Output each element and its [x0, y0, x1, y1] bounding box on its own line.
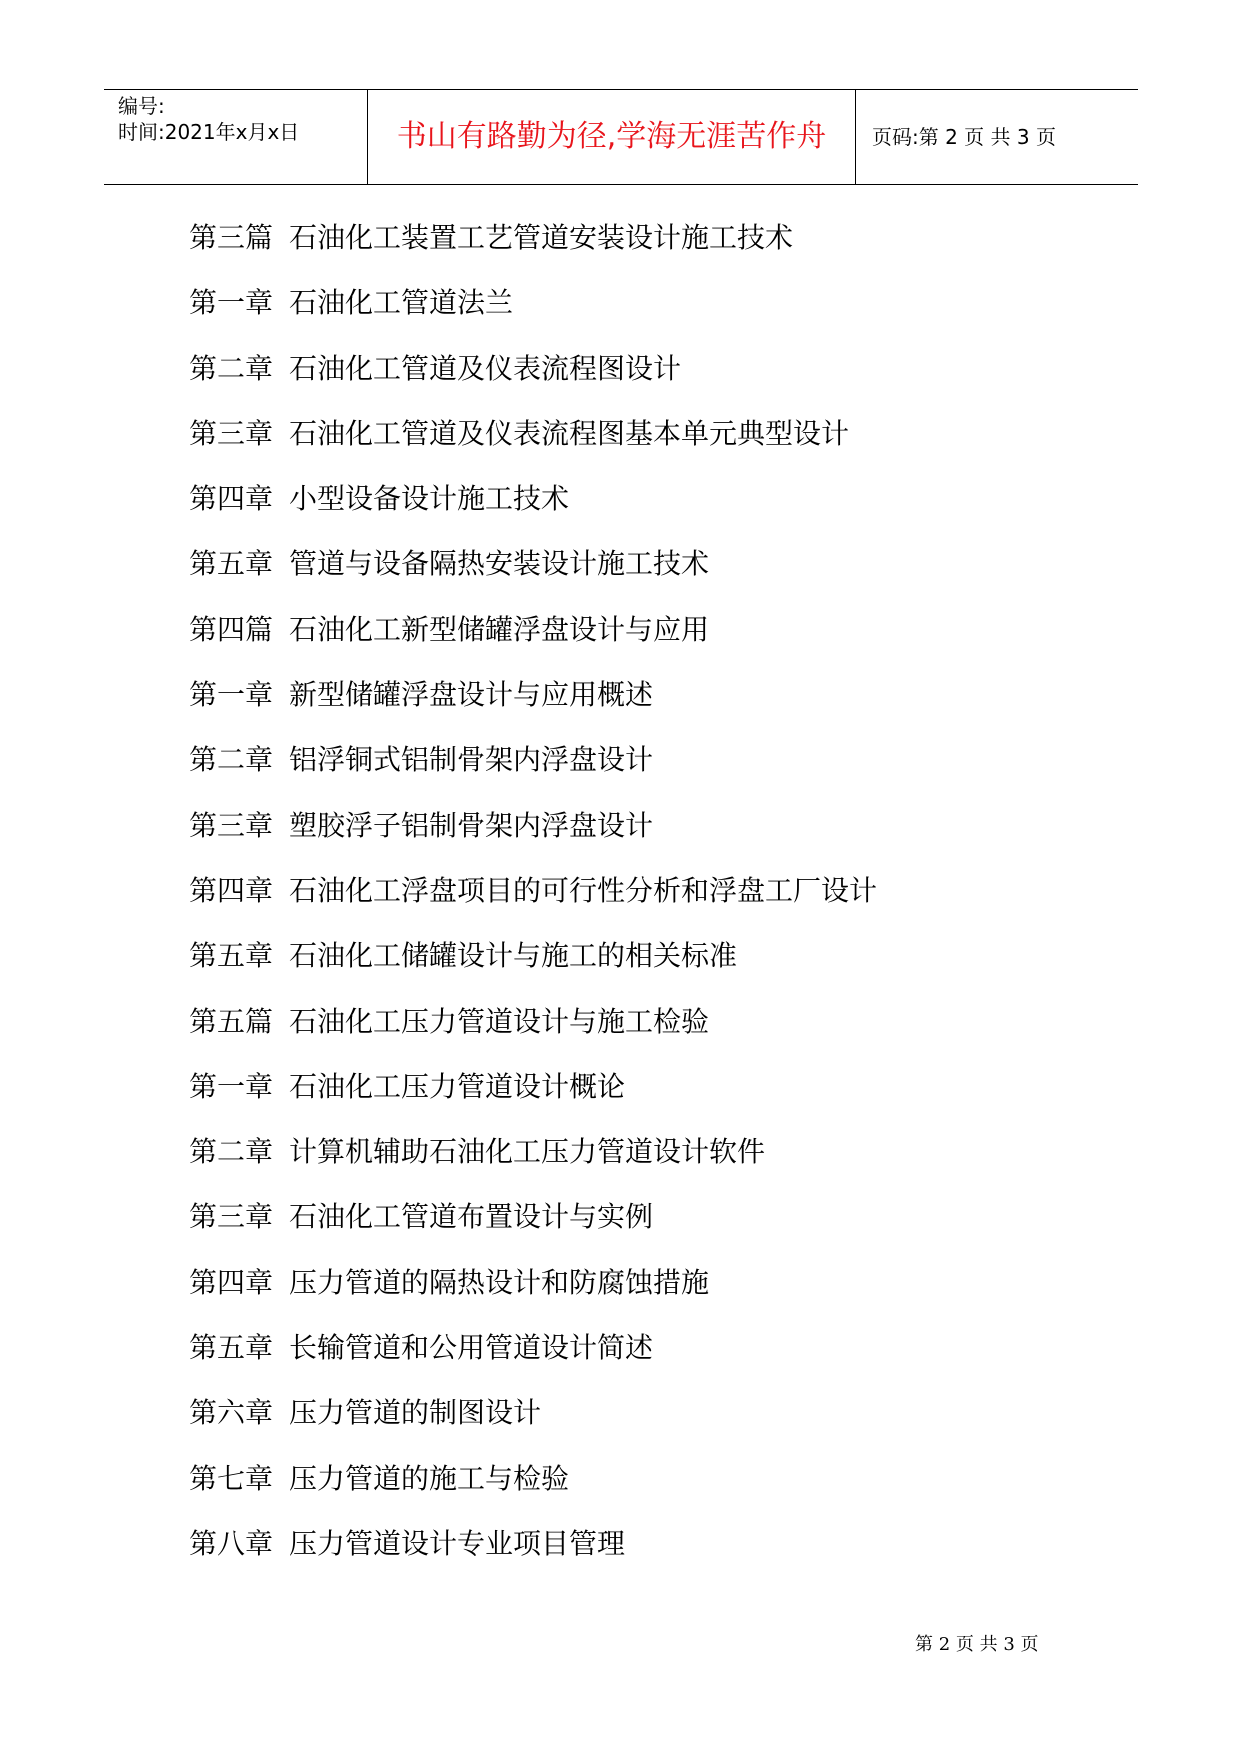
toc-item-label: 第七章 — [189, 1461, 274, 1495]
toc-item-title: 压力管道的制图设计 — [289, 1396, 542, 1430]
header-info-cell — [104, 90, 368, 184]
toc-item-label: 第八章 — [189, 1526, 274, 1560]
toc-item-label: 第一章 — [189, 1069, 274, 1103]
toc-item — [189, 1395, 1089, 1460]
toc-item-label: 第二章 — [189, 1135, 274, 1169]
toc-item — [189, 1134, 1089, 1199]
page-footer: 第 2 页 共 3 页 — [915, 1634, 1039, 1655]
toc-item — [189, 546, 1089, 611]
toc-item-title: 石油化工管道法兰 — [289, 286, 514, 320]
toc-item-title: 新型储罐浮盘设计与应用概述 — [289, 678, 654, 712]
toc-item — [189, 1069, 1089, 1134]
toc-item-title: 压力管道的隔热设计和防腐蚀措施 — [289, 1265, 710, 1299]
toc-item — [189, 612, 1089, 677]
time-label: 时间:2021年x月x日 — [118, 120, 300, 144]
toc-item-label: 第五篇 — [189, 1004, 274, 1038]
toc-item-label: 第二章 — [189, 351, 274, 385]
toc-item-title: 石油化工新型储罐浮盘设计与应用 — [289, 612, 710, 646]
toc-item — [189, 1199, 1089, 1264]
toc-item-title: 压力管道设计专业项目管理 — [289, 1526, 626, 1560]
number-label: 编号: — [118, 94, 165, 118]
toc-item — [189, 742, 1089, 807]
motto-text: 书山有路勤为径,学海无涯苦作舟 — [396, 119, 827, 154]
toc-item — [189, 1461, 1089, 1526]
page-code: 页码:第 2 页 共 3 页 — [872, 125, 1056, 149]
toc-item — [189, 1330, 1089, 1395]
toc-item-label: 第三章 — [189, 1200, 274, 1234]
toc-item-label: 第四章 — [189, 482, 274, 516]
toc-item — [189, 873, 1089, 938]
page-header — [104, 89, 1138, 185]
toc-item-title: 石油化工装置工艺管道安装设计施工技术 — [289, 221, 794, 254]
toc-item — [189, 285, 1089, 350]
toc-item-label: 第二章 — [189, 743, 274, 777]
toc-item — [189, 481, 1089, 546]
toc-item-title: 石油化工压力管道设计概论 — [289, 1069, 626, 1103]
toc-item-title: 石油化工储罐设计与施工的相关标准 — [289, 939, 738, 973]
toc-item — [189, 938, 1089, 1003]
table-of-contents — [189, 220, 1089, 1591]
toc-item-label: 第一章 — [189, 286, 274, 320]
toc-item-label: 第五章 — [189, 547, 274, 581]
toc-item — [189, 677, 1089, 742]
toc-item-title: 铝浮铜式铝制骨架内浮盘设计 — [289, 743, 654, 777]
toc-item-title: 计算机辅助石油化工压力管道设计软件 — [289, 1135, 766, 1169]
toc-item — [189, 1004, 1089, 1069]
toc-item — [189, 351, 1089, 416]
header-motto-cell — [368, 90, 856, 184]
toc-item — [189, 1265, 1089, 1330]
toc-item — [189, 416, 1089, 481]
toc-item-label: 第五章 — [189, 1331, 274, 1365]
toc-item-label: 第一章 — [189, 678, 274, 712]
toc-item — [189, 808, 1089, 873]
toc-item-label: 第六章 — [189, 1396, 274, 1430]
toc-item-label: 第三章 — [189, 808, 274, 842]
toc-item-label: 第四章 — [189, 1265, 274, 1299]
toc-item-title: 压力管道的施工与检验 — [289, 1461, 570, 1495]
toc-item — [189, 1526, 1089, 1591]
toc-item-label: 第五章 — [189, 939, 274, 973]
header-page-cell — [856, 90, 1138, 184]
toc-item-title: 石油化工管道及仪表流程图基本单元典型设计 — [289, 416, 850, 450]
toc-item-title: 石油化工压力管道设计与施工检验 — [289, 1004, 710, 1038]
toc-item-title: 塑胶浮子铝制骨架内浮盘设计 — [289, 808, 654, 842]
toc-item-label: 第四篇 — [189, 612, 274, 646]
toc-item-label: 第四章 — [189, 873, 274, 907]
toc-item — [189, 220, 1089, 285]
toc-item-label: 第三章 — [189, 416, 274, 450]
toc-item-title: 长输管道和公用管道设计简述 — [289, 1331, 654, 1365]
toc-item-title: 小型设备设计施工技术 — [289, 482, 570, 516]
toc-item-title: 石油化工管道及仪表流程图设计 — [289, 351, 682, 385]
toc-item-title: 管道与设备隔热安装设计施工技术 — [289, 547, 710, 581]
toc-item-label: 第三篇 — [189, 221, 274, 254]
toc-item-title: 石油化工浮盘项目的可行性分析和浮盘工厂设计 — [289, 873, 878, 907]
toc-item-title: 石油化工管道布置设计与实例 — [289, 1200, 654, 1234]
